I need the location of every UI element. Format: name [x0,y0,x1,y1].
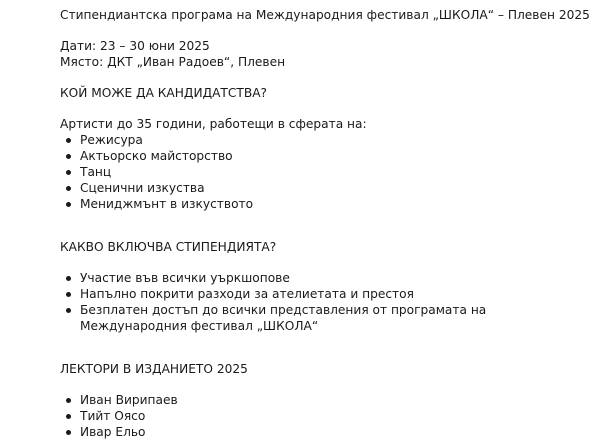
lecturers-list [60,392,590,440]
document-body [60,7,590,440]
eligibility-heading: КОЙ МОЖЕ ДА КАНДИДАТСТВА? [60,86,267,100]
list-item: Тийт Оясо [60,408,590,424]
list-item: Участие във всички уъркшопове [60,270,590,286]
list-item: Напълно покрити разходи за ателиетата и престоя [60,286,590,302]
eligibility-list [60,132,590,212]
list-item: Иван Вирипаев [60,392,590,408]
includes-list [60,270,590,334]
list-item: Танц [60,164,590,180]
document-title: Стипендиантска програма на Международния фестивал „ШКОЛА“ – Плевен 2025 [60,8,590,22]
event-place: Място: ДКТ „Иван Радоев“, Плевен [60,55,286,69]
list-item: Ивар Ельо [60,424,590,440]
eligibility-intro: Артисти до 35 години, работещи в сферата на: [60,117,367,131]
list-item: Актьорско майсторство [60,148,590,164]
event-dates: Дати: 23 – 30 юни 2025 [60,39,210,53]
list-item: Безплатен достъп до всички представления от програмата на Международния фестивал „ШКОЛА“ [60,302,590,334]
list-item: Сценични изкуства [60,180,590,196]
includes-heading: КАКВО ВКЛЮЧВА СТИПЕНДИЯТА? [60,240,277,254]
lecturers-heading: ЛЕКТОРИ В ИЗДАНИЕТО 2025 [60,362,248,376]
list-item: Мениджмънт в изкуството [60,196,590,212]
list-item: Режисура [60,132,590,148]
